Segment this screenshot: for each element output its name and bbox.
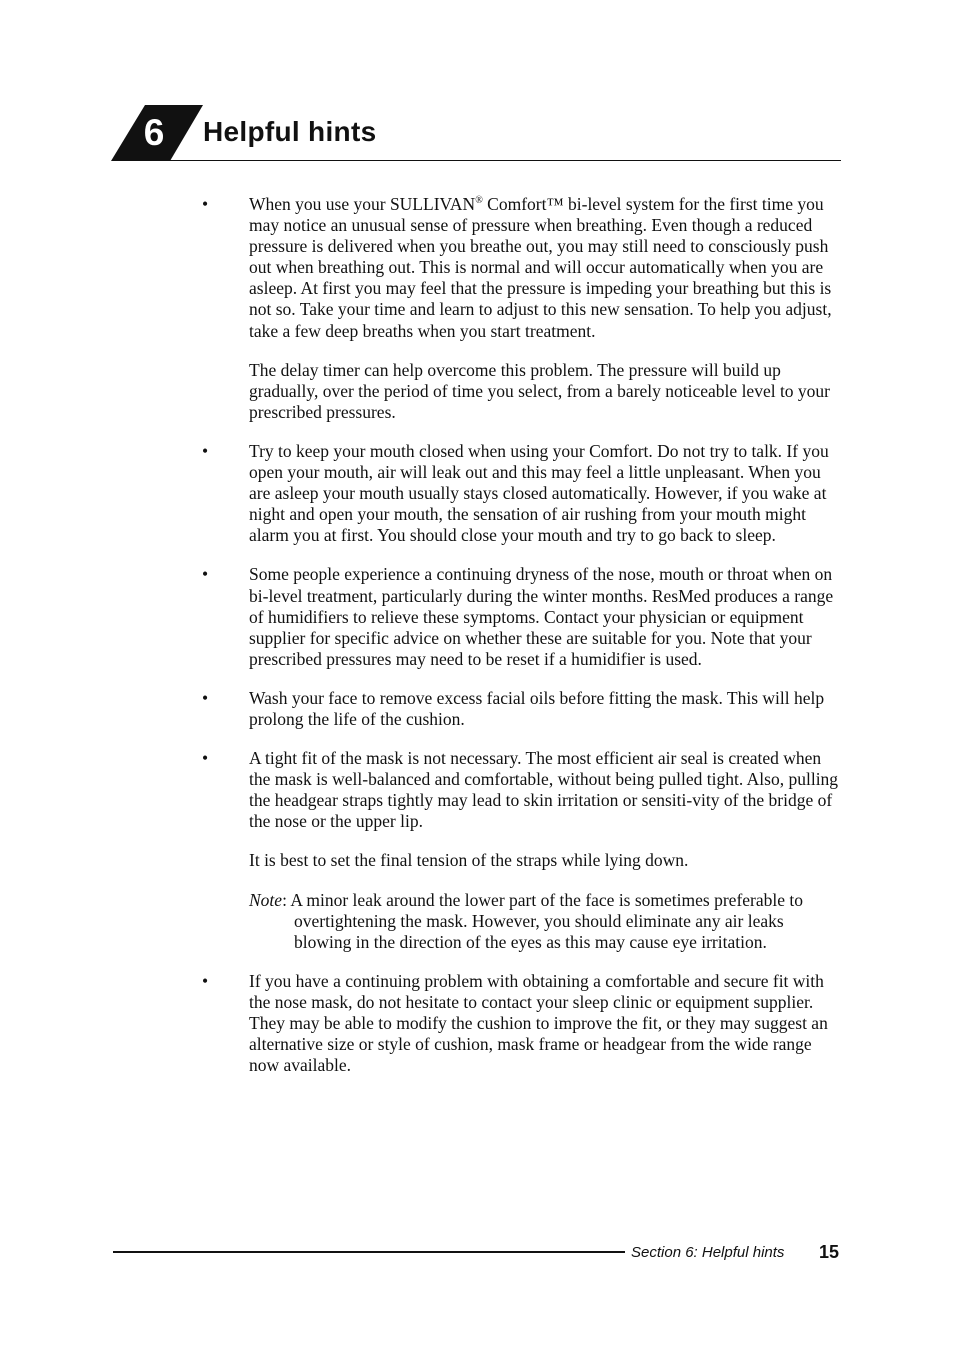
section-title: Helpful hints bbox=[203, 116, 377, 147]
hint-text: When you use your SULLIVAN bbox=[249, 194, 476, 214]
page-number: 15 bbox=[819, 1242, 840, 1262]
hint-item bbox=[0, 564, 843, 669]
hint-paragraph: The delay timer can help overcome this problem. The pressure will build up gradually, over the period of time you select, from a barely noticeable level to your prescribed pressures. bbox=[249, 359, 831, 422]
hint-paragraph: A tight fit of the mask is not necessary. The most efficient air seal is created when the mask is well-balanced and comfortable, without being pulled tight. Also, pulling the headgear straps tightly may lead to skin irritation or sensiti-vity of the bridge of the nose or the upper lip. bbox=[249, 748, 839, 832]
hint-paragraph: If you have a continuing problem with obtaining a comfortable and secure fit with the nose mask, do not hesitate to contact your sleep clinic or equipment supplier. They may be able to modify the cushion to improve the fit, or they may suggest an alternative size or style of cushion, mask frame or headgear from the wide range now available. bbox=[249, 970, 828, 1076]
bullet: • bbox=[202, 748, 209, 769]
hint-item bbox=[0, 688, 843, 730]
bullet: • bbox=[202, 970, 209, 991]
hint-paragraph: It is best to set the final tension of the straps while lying down. bbox=[249, 850, 689, 871]
section-number: 6 bbox=[143, 112, 165, 153]
hints-list bbox=[0, 194, 954, 1094]
hint-paragraph bbox=[249, 194, 843, 342]
bullet: • bbox=[202, 687, 209, 708]
bullet: • bbox=[202, 440, 209, 461]
hint-paragraph: Some people experience a continuing dryness of the nose, mouth or throat when on bi-level treatment, particularly during the winter months. ResMed produces a range of humidifiers to relieve these symptoms. Contact your physician or equipment supplier for specific advice on whether these are suitable for you. Note that your prescribed pressures may need to be reset if a humidifier is used. bbox=[249, 564, 834, 669]
hint-item bbox=[0, 441, 843, 546]
note-text: : A minor leak around the lower part of the face is sometimes preferable to overtightening the mask. However, you should eliminate any air leaks blowing in the direction of the eyes as this may cause eye irritation. bbox=[282, 889, 803, 952]
hint-text: Comfort™ bi-level system for the first time you may notice an unusual sense of pressure when breathing. Even though a reduced pressure is delivered when you breathe out, you may still need to consciously push out when breathing out. This is normal and will occur automatically when you are asleep. At first you may feel that the pressure is impeding your breathing but this is not so. Take your time and learn to adjust to this new sensation. To help you adjust, take a few deep breaths when you start treatment. bbox=[249, 194, 832, 341]
bullet: • bbox=[202, 564, 209, 585]
footer-rule bbox=[113, 1251, 625, 1253]
title-rule bbox=[170, 160, 841, 161]
note-paragraph bbox=[249, 890, 843, 953]
bullet: • bbox=[202, 194, 209, 214]
note-label: Note bbox=[249, 889, 283, 910]
hint-item bbox=[0, 194, 843, 423]
hint-paragraph: Wash your face to remove excess facial oils before fitting the mask. This will help prolong the life of the cushion. bbox=[249, 687, 825, 729]
hint-item bbox=[0, 971, 843, 1076]
footer-section-label: Section 6: Helpful hints bbox=[631, 1244, 785, 1261]
registered-mark: ® bbox=[475, 195, 483, 207]
hint-item bbox=[0, 748, 843, 953]
hint-paragraph: Try to keep your mouth closed when using your Comfort. Do not try to talk. If you open your mouth, air will leak out and this may feel a little unpleasant. When you are asleep your mouth usually stays closed automatically. However, if you wake at night and open your mouth, the sensation of air rushing from your mouth might alarm you at first. You should close your mouth and try to go back to sleep. bbox=[249, 440, 829, 546]
